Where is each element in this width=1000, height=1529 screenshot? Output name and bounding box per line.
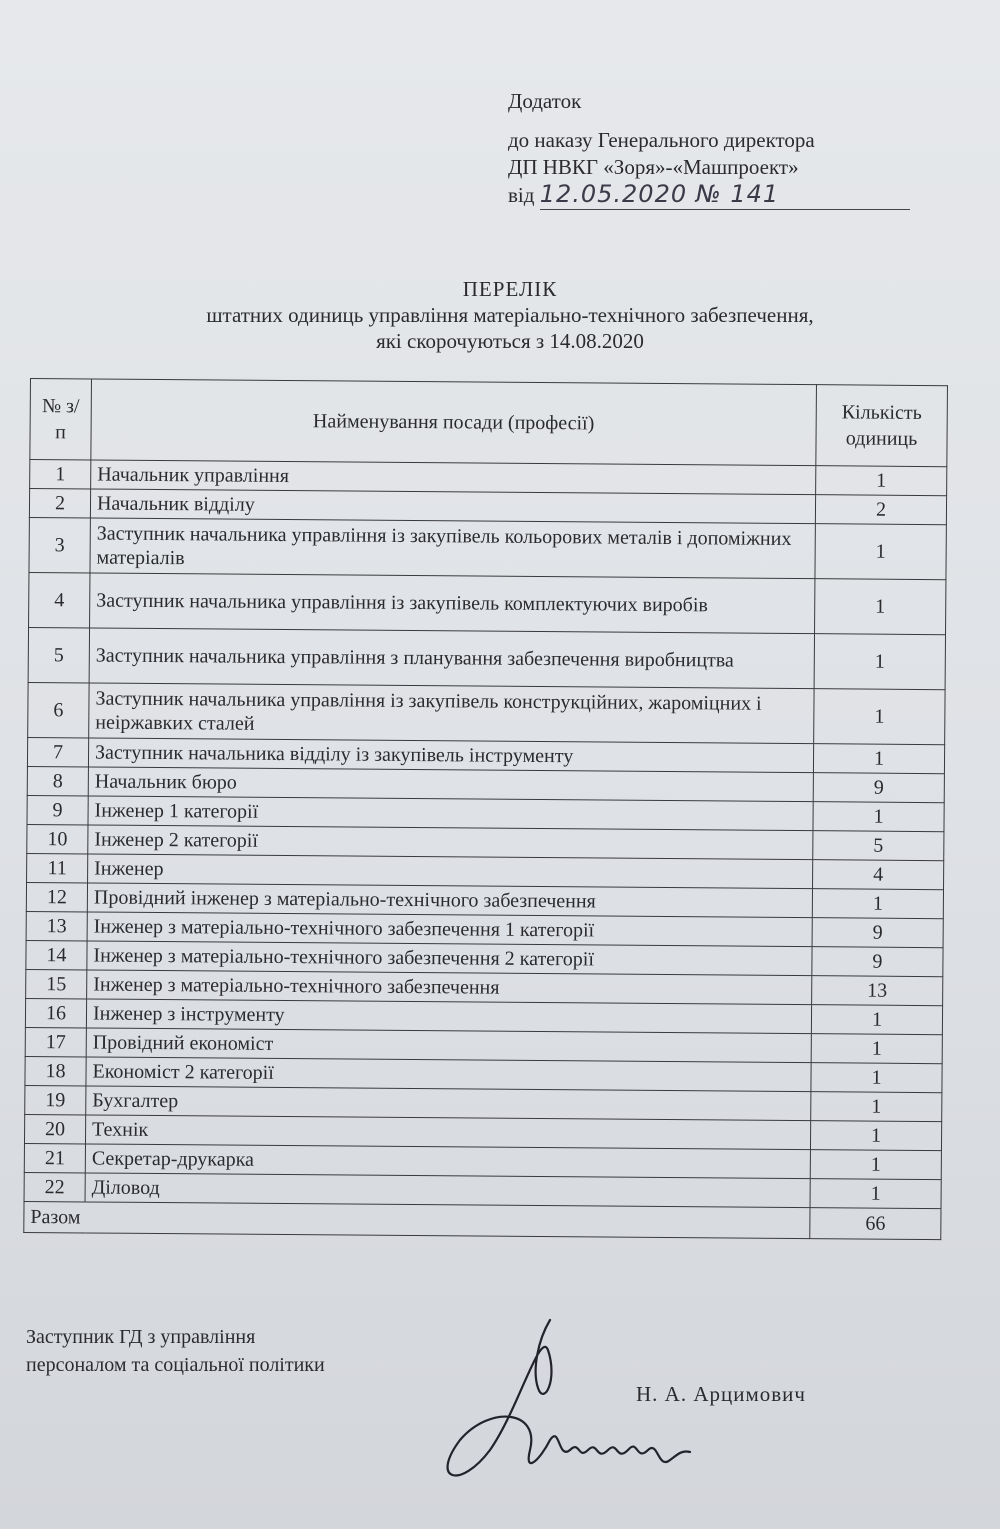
signer-position-line2: персоналом та соціальної політики: [26, 1354, 325, 1376]
row-position-name: Інженер з матеріально-технічного забезпечення: [87, 970, 812, 1005]
row-quantity: 9: [812, 947, 943, 977]
row-position-name: Інженер 2 категорії: [88, 825, 813, 860]
row-number: 19: [25, 1085, 86, 1114]
row-quantity: 1: [815, 524, 946, 580]
row-number: 4: [29, 572, 90, 627]
row-position-name: Інженер з інструменту: [86, 999, 811, 1034]
row-number: 8: [27, 766, 88, 795]
row-number: 3: [29, 517, 90, 572]
row-number: 15: [26, 969, 87, 998]
table-body: [24, 460, 947, 1240]
appendix-date-line: [508, 181, 910, 210]
row-position-name: Заступник начальника управління із закупівель комплектуючих виробів: [90, 573, 815, 634]
row-quantity: 13: [812, 976, 943, 1006]
row-number: 2: [29, 489, 90, 518]
table-total-row: [24, 1201, 941, 1239]
row-quantity: 1: [811, 1005, 942, 1035]
staff-table: [23, 378, 948, 1240]
table-row: [28, 627, 945, 689]
row-quantity: 1: [816, 466, 947, 496]
header-name: Найменування посади (професії): [91, 379, 817, 466]
table-row: [29, 517, 946, 579]
row-position-name: Начальник управління: [91, 460, 816, 495]
row-quantity: 1: [810, 1121, 941, 1151]
row-number: 6: [28, 682, 89, 737]
row-number: 20: [24, 1114, 85, 1143]
row-quantity: 9: [812, 918, 943, 948]
row-position-name: Заступник начальника управління із закупівель кольорових металів і допоміжних матеріалів: [90, 518, 815, 579]
row-quantity: 1: [810, 1150, 941, 1180]
appendix-order-line: до наказу Генерального директора: [508, 128, 815, 152]
row-number: 7: [27, 737, 88, 766]
row-number: 18: [25, 1056, 86, 1085]
signature-scribble: [420, 1310, 720, 1510]
row-number: 11: [27, 853, 88, 882]
row-quantity: 1: [813, 802, 944, 832]
row-position-name: Інженер з матеріально-технічного забезпечення 2 категорії: [87, 941, 812, 976]
row-number: 14: [26, 940, 87, 969]
row-number: 21: [24, 1143, 85, 1172]
appendix-heading: Додаток: [508, 89, 582, 113]
date-prefix: від: [508, 183, 535, 207]
row-number: 16: [25, 998, 86, 1027]
header-qty: Кількість одиниць: [816, 385, 948, 467]
date-field: [540, 181, 910, 210]
row-quantity: 4: [813, 860, 944, 890]
row-position-name: Бухгалтер: [86, 1086, 811, 1121]
row-position-name: Інженер з матеріально-технічного забезпечення 1 категорії: [87, 912, 812, 947]
title-date: які скорочуються з 14.08.2020: [376, 329, 644, 353]
row-quantity: 1: [814, 634, 945, 690]
row-number: 17: [25, 1027, 86, 1056]
row-position-name: Інженер: [88, 854, 813, 889]
row-quantity: 9: [813, 773, 944, 803]
document-title: [120, 276, 900, 354]
row-position-name: Провідний інженер з матеріально-технічного забезпечення: [87, 883, 812, 918]
row-quantity: 1: [810, 1179, 941, 1209]
signer-position-line1: Заступник ГД з управління: [26, 1326, 256, 1348]
row-number: 12: [26, 882, 87, 911]
row-quantity: 1: [811, 1063, 942, 1093]
row-quantity: 1: [811, 1092, 942, 1122]
row-quantity: 5: [813, 831, 944, 861]
row-number: 10: [27, 824, 88, 853]
row-quantity: 1: [812, 889, 943, 919]
appendix-company-line: ДП НВКГ «Зоря»-«Машпроект»: [508, 155, 799, 179]
handwritten-date: 12.05.2020 № 141: [539, 180, 780, 208]
row-quantity: 1: [815, 579, 946, 635]
row-number: 13: [26, 911, 87, 940]
row-number: 22: [24, 1172, 85, 1201]
appendix-block: [508, 88, 910, 210]
table-row: [29, 572, 946, 634]
row-quantity: 1: [814, 689, 945, 745]
row-position-name: Економіст 2 категорії: [86, 1057, 811, 1092]
row-position-name: Секретар-друкарка: [85, 1144, 810, 1179]
row-number: 9: [27, 795, 88, 824]
row-quantity: 1: [813, 744, 944, 774]
row-position-name: Начальник бюро: [88, 767, 813, 802]
row-position-name: Технік: [85, 1115, 810, 1150]
row-position-name: Інженер 1 категорії: [88, 796, 813, 831]
signer-name: Н. А. Арцимович: [636, 1382, 806, 1406]
row-position-name: Заступник начальника відділу із закупівель інструменту: [88, 738, 813, 773]
row-position-name: Провідний економіст: [86, 1028, 811, 1063]
signer-position: [26, 1323, 325, 1379]
row-quantity: 2: [815, 495, 946, 525]
row-position-name: Діловод: [85, 1173, 810, 1208]
total-value: 66: [810, 1208, 941, 1240]
table-row: [28, 682, 945, 744]
row-quantity: 1: [811, 1034, 942, 1064]
row-position-name: Заступник начальника управління з планування забезпечення виробництва: [89, 628, 814, 689]
title-subject: штатних одиниць управління матеріально-технічного забезпечення,: [206, 303, 814, 327]
title-main: ПЕРЕЛІК: [462, 277, 558, 301]
row-position-name: Заступник начальника управління із закупівель конструкційних, жароміцних і неіржавких сталей: [89, 683, 814, 744]
row-number: 5: [28, 627, 89, 682]
row-number: 1: [30, 460, 91, 489]
table-header-row: [30, 379, 948, 467]
header-num: № з/п: [30, 379, 92, 460]
total-label: Разом: [24, 1201, 810, 1238]
row-position-name: Начальник відділу: [90, 489, 815, 524]
